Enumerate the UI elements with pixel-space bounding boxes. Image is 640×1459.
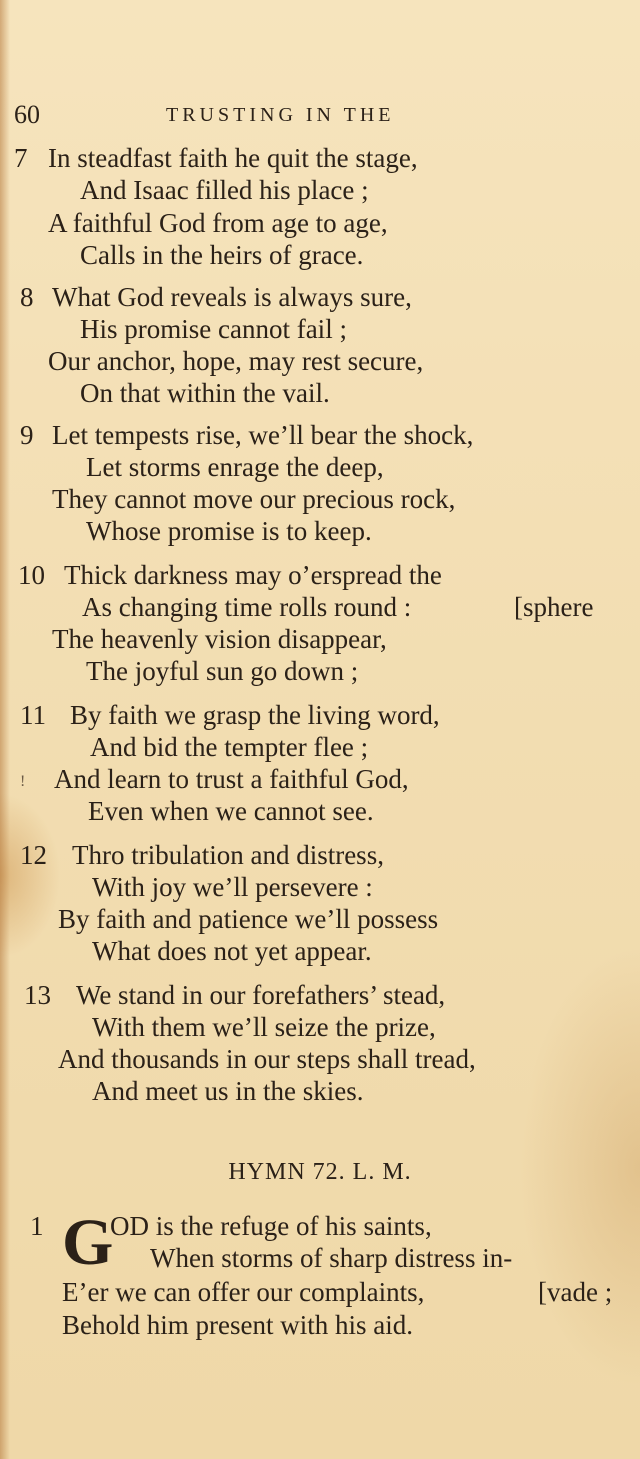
turnover-word: [vade ;	[538, 1277, 613, 1307]
verse-line: What God reveals is always sure,	[52, 282, 412, 312]
verse-line: By faith and patience we’ll possess	[58, 904, 439, 934]
verse-line: Let tempests rise, we’ll bear the shock,	[52, 420, 474, 450]
margin-mark: !	[20, 773, 26, 790]
verse-number: 11	[20, 700, 46, 730]
verse-number: 8	[20, 282, 34, 312]
verse-line: OD is the refuge of his saints,	[110, 1211, 432, 1241]
verse-line: As changing time rolls round :	[82, 592, 412, 622]
verse-line: In steadfast faith he quit the stage,	[48, 143, 418, 173]
verse-number: 12	[20, 840, 47, 870]
verse-line: With joy we’ll persevere :	[92, 872, 373, 902]
drop-cap: G	[62, 1206, 114, 1279]
verse-line: What does not yet appear.	[92, 936, 372, 966]
verse-line: Behold him present with his aid.	[62, 1310, 413, 1340]
verse-line: Whose promise is to keep.	[86, 516, 372, 546]
verse-line: And meet us in the skies.	[92, 1076, 364, 1106]
verse-line: On that within the vail.	[80, 378, 330, 408]
verse-line: And learn to trust a faithful God,	[54, 764, 409, 794]
page-number: 60	[14, 100, 40, 129]
verse-line: Let storms enrage the deep,	[86, 452, 384, 482]
verse-line: We stand in our forefathers’ stead,	[76, 980, 446, 1010]
running-head: TRUSTING IN THE	[166, 104, 395, 126]
verse-line: With them we’ll seize the prize,	[92, 1012, 436, 1042]
verse-line: Thick darkness may o’erspread the	[64, 560, 442, 590]
verse-line: By faith we grasp the living word,	[70, 700, 440, 730]
verse-line: Thro tribulation and distress,	[72, 840, 384, 870]
verse-line: Calls in the heirs of grace.	[80, 240, 364, 270]
verse-line: The heavenly vision disappear,	[52, 624, 387, 654]
verse-line: When storms of sharp distress in-	[150, 1243, 513, 1273]
page-edge-shading	[0, 0, 10, 1459]
hymn-verse-number: 1	[30, 1211, 44, 1241]
verse-line: E’er we can offer our complaints,	[62, 1277, 425, 1307]
verse-number: 7	[14, 143, 28, 173]
verse-number: 10	[18, 560, 45, 590]
verse-line: Even when we cannot see.	[88, 796, 374, 826]
hymn-title: HYMN 72. L. M.	[228, 1159, 412, 1185]
verse-line: Our anchor, hope, may rest secure,	[48, 346, 424, 376]
verse-line: A faithful God from age to age,	[48, 208, 388, 238]
verse-number: 9	[20, 420, 34, 450]
verse-line: And Isaac filled his place ;	[80, 175, 369, 205]
verse-number: 13	[24, 980, 51, 1010]
verse-line: His promise cannot fail ;	[80, 314, 347, 344]
verse-line: And thousands in our steps shall tread,	[58, 1044, 476, 1074]
page-header	[14, 98, 614, 132]
verse-line: And bid the tempter flee ;	[90, 732, 369, 762]
verse-line: The joyful sun go down ;	[86, 656, 359, 686]
turnover-word: [sphere	[514, 592, 594, 622]
verse-line: They cannot move our precious rock,	[52, 484, 456, 514]
